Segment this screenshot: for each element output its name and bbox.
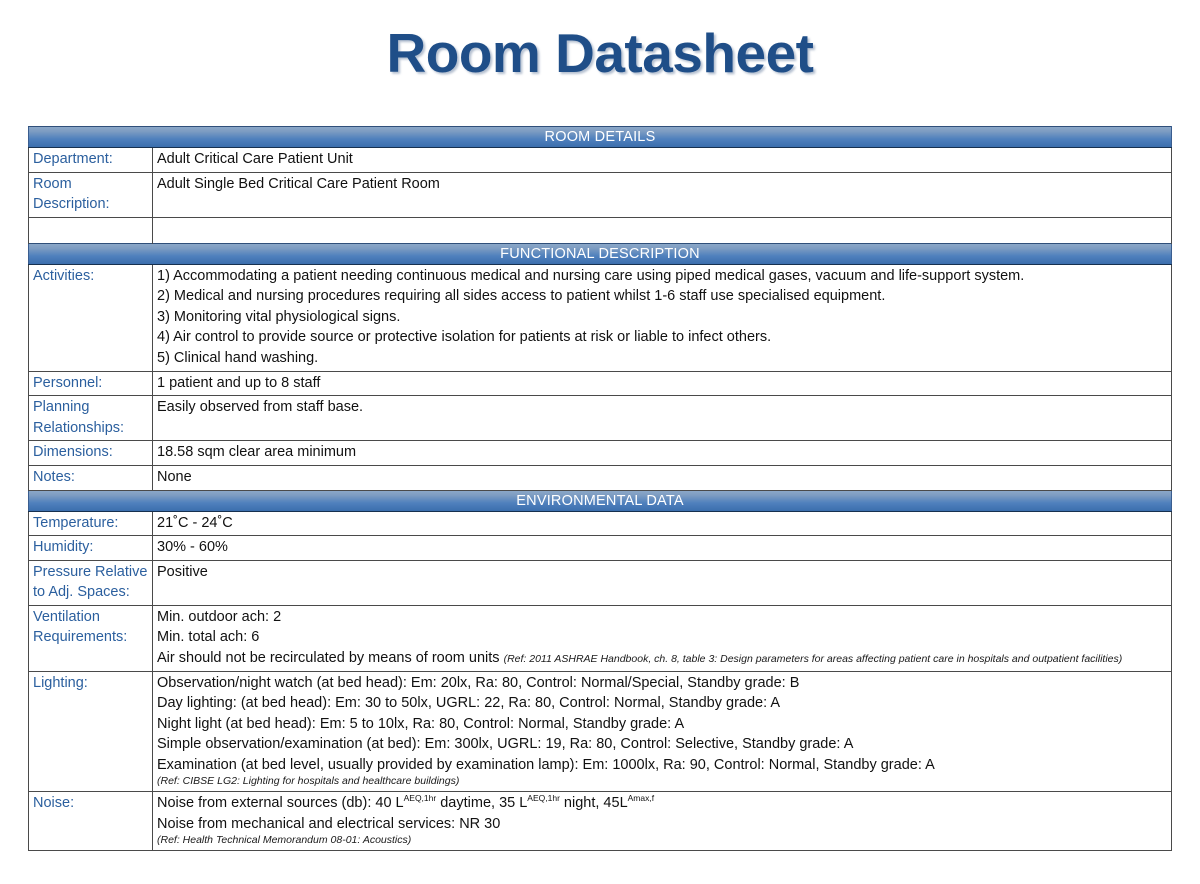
humidity-value: 30% - 60% bbox=[153, 536, 1172, 561]
datasheet-table-container bbox=[28, 126, 1172, 851]
noise-external-part1: Noise from external sources (db): 40 L bbox=[157, 795, 404, 812]
section-header-environmental-data-row bbox=[29, 490, 1172, 511]
humidity-label: Humidity: bbox=[29, 536, 153, 561]
activities-list bbox=[157, 266, 1167, 369]
planning-relationships-label: Planning Relationships: bbox=[29, 396, 153, 441]
section-header-functional-description-row bbox=[29, 243, 1172, 264]
lighting-item: Examination (at bed level, usually provided by examination lamp): Em: 1000lx, Ra: 90, Control: Normal, Standby grade: A bbox=[157, 756, 935, 773]
lighting-item: Night light (at bed head): Em: 5 to 10lx, Ra: 80, Control: Normal, Standby grade: A bbox=[157, 715, 685, 732]
noise-label: Noise: bbox=[29, 792, 153, 851]
table-row-temperature bbox=[29, 511, 1172, 536]
pressure-value: Positive bbox=[153, 560, 1172, 605]
lighting-item: Observation/night watch (at bed head): Em: 20lx, Ra: 80, Control: Normal/Special, Standby grade: B bbox=[157, 674, 800, 691]
table-row-noise bbox=[29, 792, 1172, 851]
spacer-cell-left bbox=[29, 217, 153, 243]
ventilation-item-with-ref bbox=[157, 648, 1167, 669]
lighting-value bbox=[153, 671, 1172, 792]
room-description-value: Adult Single Bed Critical Care Patient Room bbox=[153, 172, 1172, 217]
room-description-label: Room Description: bbox=[29, 172, 153, 217]
personnel-value: 1 patient and up to 8 staff bbox=[153, 371, 1172, 396]
personnel-label: Personnel: bbox=[29, 371, 153, 396]
section-header-room-details-cell bbox=[29, 127, 1172, 148]
table-row-department bbox=[29, 148, 1172, 173]
activity-item: 5) Clinical hand washing. bbox=[157, 350, 319, 367]
noise-list bbox=[157, 793, 1167, 848]
notes-label: Notes: bbox=[29, 465, 153, 490]
ventilation-item: Min. total ach: 6 bbox=[157, 629, 260, 646]
temperature-value: 21˚C - 24˚C bbox=[153, 511, 1172, 536]
pressure-label: Pressure Relative to Adj. Spaces: bbox=[29, 560, 153, 605]
section-header-environmental-data-label: ENVIRONMENTAL DATA bbox=[29, 491, 1171, 511]
planning-relationships-value: Easily observed from staff base. bbox=[153, 396, 1172, 441]
table-row-ventilation bbox=[29, 605, 1172, 671]
noise-item-services: Noise from mechanical and electrical services: NR 30 bbox=[157, 815, 501, 832]
spacer-row bbox=[29, 217, 1172, 243]
noise-external-part3: night, 45L bbox=[559, 795, 628, 812]
noise-superscript-amax: Amax,f bbox=[627, 793, 655, 804]
activity-item: 4) Air control to provide source or protective isolation for patients at risk or liable to infect others. bbox=[157, 329, 772, 346]
activity-item: 2) Medical and nursing procedures requiring all sides access to patient whilst 1-6 staff use specialised equipment. bbox=[157, 288, 886, 305]
ventilation-reference: (Ref: 2011 ASHRAE Handbook, ch. 8, table 3: Design parameters for areas affecting patient care in hospitals and outpatient facilities) bbox=[503, 652, 1123, 665]
noise-reference: (Ref: Health Technical Memorandum 08-01: Acoustics) bbox=[157, 834, 412, 847]
table-row-humidity bbox=[29, 536, 1172, 561]
noise-superscript-aeq-day: AEQ,1hr bbox=[403, 793, 437, 804]
temperature-label: Temperature: bbox=[29, 511, 153, 536]
table-row-pressure bbox=[29, 560, 1172, 605]
noise-external-part2: daytime, 35 L bbox=[436, 795, 528, 812]
ventilation-list bbox=[157, 607, 1167, 669]
lighting-item: Simple observation/examination (at bed): Em: 300lx, UGRL: 19, Ra: 80, Control: Selective, Standby grade: A bbox=[157, 736, 854, 753]
table-row-dimensions bbox=[29, 441, 1172, 466]
table-row-planning-relationships bbox=[29, 396, 1172, 441]
section-header-environmental-data-cell bbox=[29, 490, 1172, 511]
dimensions-value: 18.58 sqm clear area minimum bbox=[153, 441, 1172, 466]
table-row-notes bbox=[29, 465, 1172, 490]
ventilation-item: Min. outdoor ach: 2 bbox=[157, 608, 282, 625]
table-row-personnel bbox=[29, 371, 1172, 396]
spacer-cell-right bbox=[153, 217, 1172, 243]
lighting-reference: (Ref: CIBSE LG2: Lighting for hospitals and healthcare buildings) bbox=[157, 775, 460, 788]
table-row-activities bbox=[29, 264, 1172, 371]
ventilation-value bbox=[153, 605, 1172, 671]
noise-superscript-aeq-night: AEQ,1hr bbox=[527, 793, 560, 804]
section-header-functional-description-label: FUNCTIONAL DESCRIPTION bbox=[29, 244, 1171, 264]
activity-item: 3) Monitoring vital physiological signs. bbox=[157, 308, 401, 325]
dimensions-label: Dimensions: bbox=[29, 441, 153, 466]
lighting-list bbox=[157, 673, 1167, 790]
section-header-functional-description-cell bbox=[29, 243, 1172, 264]
table-row-room-description bbox=[29, 172, 1172, 217]
noise-item-external bbox=[157, 793, 1167, 814]
page-title: Room Datasheet bbox=[386, 22, 814, 84]
department-value: Adult Critical Care Patient Unit bbox=[153, 148, 1172, 173]
ventilation-last-line: Air should not be recirculated by means of room units bbox=[157, 649, 500, 666]
department-label: Department: bbox=[29, 148, 153, 173]
lighting-label: Lighting: bbox=[29, 671, 153, 792]
lighting-item: Day lighting: (at bed head): Em: 30 to 50lx, UGRL: 22, Ra: 80, Control: Normal, Standby grade: A bbox=[157, 695, 781, 712]
activity-item: 1) Accommodating a patient needing continuous medical and nursing care using piped medical gases, vacuum and life-support system. bbox=[157, 267, 1025, 284]
section-header-room-details-label: ROOM DETAILS bbox=[29, 127, 1171, 147]
section-header-room-details-row bbox=[29, 127, 1172, 148]
activities-label: Activities: bbox=[29, 264, 153, 371]
noise-value bbox=[153, 792, 1172, 851]
activities-value bbox=[153, 264, 1172, 371]
ventilation-label: Ventilation Requirements: bbox=[29, 605, 153, 671]
notes-value: None bbox=[153, 465, 1172, 490]
room-datasheet-table bbox=[28, 126, 1172, 851]
table-row-lighting bbox=[29, 671, 1172, 792]
